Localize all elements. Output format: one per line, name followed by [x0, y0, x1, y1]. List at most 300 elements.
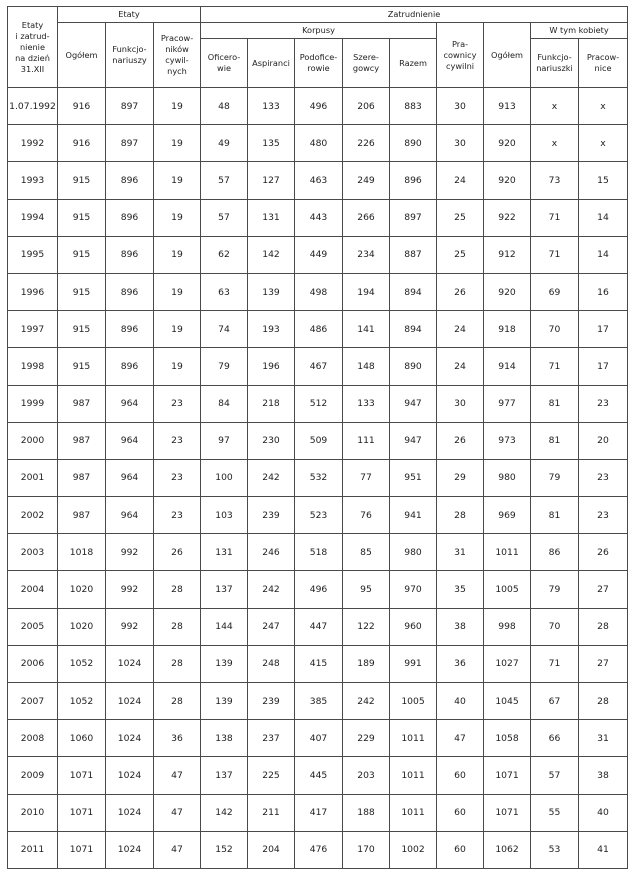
row-period-cell: 2003 [8, 534, 58, 571]
table-cell: 196 [248, 348, 295, 385]
table-cell: 26 [437, 422, 484, 459]
row-period-cell: 2009 [8, 757, 58, 794]
table-cell: 1020 [58, 571, 106, 608]
table-cell: 141 [343, 311, 390, 348]
table-cell: 204 [248, 831, 295, 868]
table-cell: 896 [106, 273, 154, 310]
table-cell: 69 [531, 273, 579, 310]
table-cell: 915 [58, 199, 106, 236]
header-line: i zatrud- [15, 30, 50, 41]
table-cell: 81 [531, 497, 579, 534]
table-row [8, 162, 628, 199]
table-cell: 57 [201, 162, 248, 199]
table-cell: 964 [106, 459, 154, 496]
table-row [8, 385, 628, 422]
table-cell: 74 [201, 311, 248, 348]
table-cell: 987 [58, 422, 106, 459]
table-cell: 131 [201, 534, 248, 571]
table-cell: 38 [579, 757, 628, 794]
table-cell: 915 [58, 236, 106, 273]
table-cell: 23 [154, 385, 201, 422]
table-cell: 467 [295, 348, 343, 385]
row-period-cell: 1992 [8, 125, 58, 162]
table-cell: 894 [390, 273, 437, 310]
table-cell: 1071 [484, 794, 531, 831]
table-cell: 206 [343, 88, 390, 125]
table-cell: 27 [579, 645, 628, 682]
table-cell: x [579, 88, 628, 125]
table-row [8, 720, 628, 757]
table-cell: 60 [437, 831, 484, 868]
header-line: Szere- [353, 52, 379, 62]
table-cell: 144 [201, 608, 248, 645]
table-cell: 71 [531, 645, 579, 682]
table-cell: 139 [201, 683, 248, 720]
table-cell: 193 [248, 311, 295, 348]
table-cell: 188 [343, 794, 390, 831]
table-cell: 79 [531, 459, 579, 496]
table-cell: 15 [579, 162, 628, 199]
header-etaty-funkcjonariuszy [106, 23, 154, 88]
table-cell: 1002 [390, 831, 437, 868]
row-period-cell: 1.07.1992 [8, 88, 58, 125]
table-cell: 137 [201, 571, 248, 608]
table-cell: 1024 [106, 683, 154, 720]
table-cell: 970 [390, 571, 437, 608]
table-cell: 71 [531, 199, 579, 236]
table-cell: 48 [201, 88, 248, 125]
header-pracownicy-cywilni [437, 23, 484, 88]
table-row [8, 571, 628, 608]
table-cell: 896 [106, 348, 154, 385]
table-cell: 266 [343, 199, 390, 236]
table-cell: 30 [437, 88, 484, 125]
table-row [8, 794, 628, 831]
header-line: Ogółem [491, 49, 524, 60]
table-row [8, 497, 628, 534]
table-cell: 26 [437, 273, 484, 310]
table-cell: 417 [295, 794, 343, 831]
table-cell: 41 [579, 831, 628, 868]
table-cell: 28 [579, 608, 628, 645]
table-cell: 23 [154, 422, 201, 459]
table-cell: 14 [579, 236, 628, 273]
table-cell: 40 [579, 794, 628, 831]
header-line: nych [167, 66, 187, 76]
table-cell: 992 [106, 534, 154, 571]
table-cell: 977 [484, 385, 531, 422]
table-cell: 57 [201, 199, 248, 236]
table-cell: 964 [106, 497, 154, 534]
table-cell: 964 [106, 385, 154, 422]
table-cell: 142 [248, 236, 295, 273]
table-cell: 19 [154, 348, 201, 385]
table-cell: 23 [579, 385, 628, 422]
table-cell: 30 [437, 385, 484, 422]
table-cell: 66 [531, 720, 579, 757]
table-cell: 237 [248, 720, 295, 757]
table-cell: 47 [154, 757, 201, 794]
table-cell: 443 [295, 199, 343, 236]
table-cell: 131 [248, 199, 295, 236]
header-zatrudnienie-ogolem [484, 23, 531, 88]
header-line: Oficero- [207, 52, 241, 62]
table-cell: 947 [390, 422, 437, 459]
header-zatrudnienie: Zatrudnienie [201, 7, 628, 23]
table-cell: 31 [579, 720, 628, 757]
header-line: Podofice- [299, 52, 338, 62]
table-row [8, 831, 628, 868]
table-cell: 1018 [58, 534, 106, 571]
table-cell: 67 [531, 683, 579, 720]
table-cell: 28 [154, 608, 201, 645]
table-cell: 76 [343, 497, 390, 534]
table-cell: 203 [343, 757, 390, 794]
table-cell: 480 [295, 125, 343, 162]
header-etaty: Etaty [58, 7, 201, 23]
table-cell: 226 [343, 125, 390, 162]
table-cell: 1060 [58, 720, 106, 757]
table-cell: 19 [154, 311, 201, 348]
table-cell: 28 [154, 571, 201, 608]
table-cell: 249 [343, 162, 390, 199]
table-cell: 70 [531, 311, 579, 348]
table-cell: 49 [201, 125, 248, 162]
table-cell: 225 [248, 757, 295, 794]
header-w-tym-kobiety: W tym kobiety [531, 23, 628, 39]
table-cell: 1020 [58, 608, 106, 645]
table-cell: 19 [154, 199, 201, 236]
row-period-cell: 2007 [8, 683, 58, 720]
table-cell: 883 [390, 88, 437, 125]
table-cell: 248 [248, 645, 295, 682]
table-row [8, 757, 628, 794]
table-cell: 496 [295, 571, 343, 608]
header-line: Ogółem [65, 49, 98, 60]
row-period-cell: 2008 [8, 720, 58, 757]
table-cell: 24 [437, 162, 484, 199]
table-cell: 26 [154, 534, 201, 571]
table-row [8, 459, 628, 496]
table-cell: 36 [154, 720, 201, 757]
row-period-cell: 1997 [8, 311, 58, 348]
table-cell: x [579, 125, 628, 162]
table-cell: 24 [437, 311, 484, 348]
table-cell: 246 [248, 534, 295, 571]
table-cell: 896 [390, 162, 437, 199]
table-cell: 242 [248, 459, 295, 496]
table-cell: 897 [390, 199, 437, 236]
header-szeregowcy [343, 39, 390, 88]
table-cell: 532 [295, 459, 343, 496]
table-cell: 139 [201, 645, 248, 682]
table-cell: 1024 [106, 757, 154, 794]
header-line: Etaty [21, 19, 44, 30]
row-period-cell: 2010 [8, 794, 58, 831]
table-cell: 987 [58, 497, 106, 534]
table-cell: 77 [343, 459, 390, 496]
table-cell: 445 [295, 757, 343, 794]
table-cell: 35 [437, 571, 484, 608]
table-cell: 247 [248, 608, 295, 645]
header-podoficerowie [295, 39, 343, 88]
header-line: nice [594, 63, 612, 73]
header-line: 31.XII [20, 63, 45, 74]
table-cell: 122 [343, 608, 390, 645]
table-cell: 85 [343, 534, 390, 571]
header-aspiranci [248, 39, 295, 88]
table-cell: 23 [579, 497, 628, 534]
table-cell: 142 [201, 794, 248, 831]
table-cell: 23 [154, 497, 201, 534]
table-cell: 20 [579, 422, 628, 459]
table-cell: 915 [58, 273, 106, 310]
table-cell: 992 [106, 571, 154, 608]
table-cell: 189 [343, 645, 390, 682]
table-cell: 17 [579, 348, 628, 385]
table-row [8, 422, 628, 459]
table-cell: 138 [201, 720, 248, 757]
table-cell: 47 [437, 720, 484, 757]
table-cell: 992 [106, 608, 154, 645]
table-cell: 1011 [390, 757, 437, 794]
header-line: Funkcjo- [537, 52, 572, 62]
table-cell: 234 [343, 236, 390, 273]
table-cell: 1071 [58, 757, 106, 794]
table-cell: 79 [201, 348, 248, 385]
header-line: cownicy [443, 49, 477, 60]
table-cell: 194 [343, 273, 390, 310]
header-kobiety-pracownice [579, 39, 628, 88]
table-cell: 1011 [390, 794, 437, 831]
table-cell: 1024 [106, 720, 154, 757]
table-cell: 100 [201, 459, 248, 496]
table-cell: 980 [390, 534, 437, 571]
table-cell: 920 [484, 162, 531, 199]
row-period-cell: 1993 [8, 162, 58, 199]
table-cell: 523 [295, 497, 343, 534]
table-cell: 896 [106, 199, 154, 236]
table-cell: 941 [390, 497, 437, 534]
table-cell: 894 [390, 311, 437, 348]
table-cell: 896 [106, 311, 154, 348]
table-cell: 148 [343, 348, 390, 385]
header-etaty-pracownikow [154, 23, 201, 88]
table-cell: 57 [531, 757, 579, 794]
header-line: Funkcjo- [112, 44, 147, 54]
table-cell: 498 [295, 273, 343, 310]
table-cell: 47 [154, 794, 201, 831]
table-cell: 486 [295, 311, 343, 348]
header-line: Aspiranci [252, 57, 290, 68]
table-cell: 133 [343, 385, 390, 422]
table-cell: 463 [295, 162, 343, 199]
table-cell: 211 [248, 794, 295, 831]
table-cell: 449 [295, 236, 343, 273]
table-cell: 415 [295, 645, 343, 682]
employment-table [7, 6, 628, 869]
table-cell: 920 [484, 273, 531, 310]
table-cell: 447 [295, 608, 343, 645]
header-etaty-ogolem [58, 23, 106, 88]
table-cell: 152 [201, 831, 248, 868]
table-cell: 242 [343, 683, 390, 720]
header-line: ników [165, 44, 189, 54]
table-cell: 518 [295, 534, 343, 571]
table-cell: 1058 [484, 720, 531, 757]
table-cell: 36 [437, 645, 484, 682]
table-cell: 951 [390, 459, 437, 496]
row-period-cell: 1999 [8, 385, 58, 422]
table-row [8, 534, 628, 571]
table-cell: 55 [531, 794, 579, 831]
header-kobiety-funkcjonariuszki [531, 39, 579, 88]
row-period-cell: 2002 [8, 497, 58, 534]
table-cell: 28 [437, 497, 484, 534]
table-cell: 969 [484, 497, 531, 534]
table-cell: 476 [295, 831, 343, 868]
header-razem [390, 39, 437, 88]
header-line: nienie [19, 41, 45, 52]
table-cell: 916 [58, 88, 106, 125]
table-cell: 86 [531, 534, 579, 571]
table-cell: 407 [295, 720, 343, 757]
table-cell: 896 [106, 162, 154, 199]
table-cell: 31 [437, 534, 484, 571]
table-row [8, 273, 628, 310]
row-period-cell: 1995 [8, 236, 58, 273]
header-line: gowcy [352, 63, 380, 73]
table-cell: 916 [58, 125, 106, 162]
table-cell: 28 [579, 683, 628, 720]
table-cell: 62 [201, 236, 248, 273]
table-cell: 14 [579, 199, 628, 236]
table-cell: 70 [531, 608, 579, 645]
table-cell: 915 [58, 162, 106, 199]
table-cell: x [531, 88, 579, 125]
table-cell: 30 [437, 125, 484, 162]
table-cell: 1024 [106, 645, 154, 682]
table-row [8, 125, 628, 162]
table-cell: 103 [201, 497, 248, 534]
table-cell: 1024 [106, 794, 154, 831]
table-cell: 25 [437, 236, 484, 273]
table-cell: 19 [154, 125, 201, 162]
table-cell: 242 [248, 571, 295, 608]
table-cell: 239 [248, 497, 295, 534]
table-cell: 1052 [58, 645, 106, 682]
header-line: nariuszy [112, 55, 147, 65]
table-cell: 23 [579, 459, 628, 496]
header-period [8, 7, 58, 88]
header-line: Pra- [451, 38, 469, 49]
table-cell: 896 [106, 236, 154, 273]
table-cell: 28 [154, 683, 201, 720]
row-period-cell: 2000 [8, 422, 58, 459]
table-cell: 991 [390, 645, 437, 682]
header-line: Pracow- [160, 33, 194, 43]
table-cell: 922 [484, 199, 531, 236]
header-line: nariuszki [536, 63, 573, 73]
row-period-cell: 2006 [8, 645, 58, 682]
table-cell: 23 [154, 459, 201, 496]
table-cell: 229 [343, 720, 390, 757]
table-row [8, 311, 628, 348]
table-cell: 60 [437, 757, 484, 794]
table-row [8, 645, 628, 682]
table-cell: 980 [484, 459, 531, 496]
row-period-cell: 2004 [8, 571, 58, 608]
table-cell: 73 [531, 162, 579, 199]
table-cell: 53 [531, 831, 579, 868]
header-oficerowie [201, 39, 248, 88]
header-line: cywilni [445, 60, 475, 71]
table-cell: 1045 [484, 683, 531, 720]
table-cell: 29 [437, 459, 484, 496]
table-cell: 912 [484, 236, 531, 273]
table-cell: 1062 [484, 831, 531, 868]
employment-table-wrapper [7, 6, 628, 869]
table-cell: 230 [248, 422, 295, 459]
header-line: wie [217, 63, 232, 73]
table-cell: 964 [106, 422, 154, 459]
header-line: na dzień [15, 52, 50, 63]
table-cell: 897 [106, 125, 154, 162]
table-cell: 960 [390, 608, 437, 645]
table-cell: 890 [390, 348, 437, 385]
table-cell: 84 [201, 385, 248, 422]
table-cell: 947 [390, 385, 437, 422]
row-period-cell: 1994 [8, 199, 58, 236]
table-cell: 127 [248, 162, 295, 199]
table-cell: 218 [248, 385, 295, 422]
table-cell: 28 [154, 645, 201, 682]
table-row [8, 348, 628, 385]
table-cell: 385 [295, 683, 343, 720]
table-cell: 97 [201, 422, 248, 459]
table-cell: 135 [248, 125, 295, 162]
header-line: Razem [399, 57, 427, 68]
table-row [8, 199, 628, 236]
row-period-cell: 2005 [8, 608, 58, 645]
table-cell: 40 [437, 683, 484, 720]
table-cell: 19 [154, 88, 201, 125]
table-cell: 137 [201, 757, 248, 794]
table-cell: 915 [58, 348, 106, 385]
row-period-cell: 2011 [8, 831, 58, 868]
table-cell: x [531, 125, 579, 162]
table-cell: 79 [531, 571, 579, 608]
table-cell: 1024 [106, 831, 154, 868]
table-cell: 915 [58, 311, 106, 348]
table-cell: 920 [484, 125, 531, 162]
table-cell: 38 [437, 608, 484, 645]
table-cell: 1011 [484, 534, 531, 571]
table-cell: 133 [248, 88, 295, 125]
table-cell: 71 [531, 236, 579, 273]
table-cell: 239 [248, 683, 295, 720]
header-line: rowie [307, 63, 330, 73]
table-cell: 890 [390, 125, 437, 162]
table-cell: 1052 [58, 683, 106, 720]
header-korpusy: Korpusy [201, 23, 437, 39]
table-cell: 19 [154, 236, 201, 273]
table-cell: 987 [58, 385, 106, 422]
table-cell: 1027 [484, 645, 531, 682]
table-cell: 71 [531, 348, 579, 385]
table-cell: 81 [531, 422, 579, 459]
row-period-cell: 1996 [8, 273, 58, 310]
